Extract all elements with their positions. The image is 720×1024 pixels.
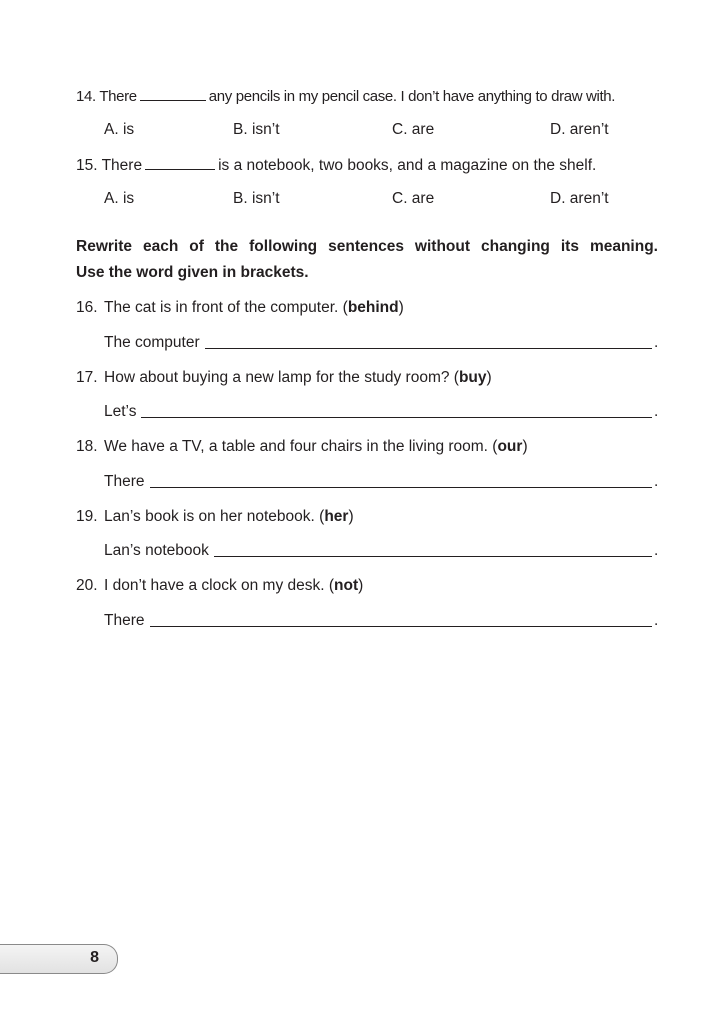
question-20-text: I don’t have a clock on my desk. ( <box>104 577 335 594</box>
q15-option-b[interactable]: B. isn’t <box>233 190 280 207</box>
answer-19-end: . <box>654 542 659 559</box>
answer-16-line[interactable] <box>205 347 652 349</box>
q15-option-d[interactable]: D. aren’t <box>550 190 609 207</box>
answer-20 <box>104 611 658 631</box>
question-19-keyword: her <box>324 508 349 525</box>
question-17-close: ) <box>486 369 492 386</box>
question-18-number: 18. <box>76 438 98 455</box>
question-19-number: 19. <box>76 508 98 525</box>
question-19-close: ) <box>348 508 354 525</box>
answer-18-line[interactable] <box>150 486 653 488</box>
question-16-number: 16. <box>76 299 98 316</box>
answer-19-start: Lan’s notebook <box>104 542 209 559</box>
question-18-keyword: our <box>497 438 523 455</box>
answer-17-end: . <box>654 403 659 420</box>
q14-option-a[interactable]: A. is <box>104 121 135 138</box>
question-18 <box>76 437 528 457</box>
q14-option-c[interactable]: C. are <box>392 121 435 138</box>
answer-18-end: . <box>654 473 659 490</box>
question-16-text: The cat is in front of the computer. ( <box>104 299 348 316</box>
q15-option-a[interactable]: A. is <box>104 190 135 207</box>
answer-19 <box>104 541 658 561</box>
question-16-keyword: behind <box>347 299 399 316</box>
question-20-keyword: not <box>334 577 359 594</box>
question-17-keyword: buy <box>458 369 487 386</box>
question-14-blank[interactable] <box>140 86 206 101</box>
question-15 <box>76 155 596 176</box>
answer-17 <box>104 402 658 422</box>
question-16 <box>76 298 404 318</box>
answer-18-start: There <box>104 473 145 490</box>
question-19 <box>76 507 354 527</box>
q14-option-d[interactable]: D. aren’t <box>550 121 609 138</box>
question-17 <box>76 368 492 388</box>
answer-17-start: Let’s <box>104 403 137 420</box>
question-16-close: ) <box>398 299 404 316</box>
question-14-prefix: 14. There <box>76 88 137 105</box>
question-15-blank[interactable] <box>145 155 215 170</box>
question-20-close: ) <box>358 577 364 594</box>
answer-16-start: The computer <box>104 334 200 351</box>
question-14-suffix: any pencils in my pencil case. I don’t have anything to draw with. <box>208 88 616 105</box>
answer-20-end: . <box>654 612 659 629</box>
page-number: 8 <box>90 949 99 966</box>
answer-16 <box>104 333 658 353</box>
question-20 <box>76 576 363 596</box>
answer-20-line[interactable] <box>150 625 653 627</box>
question-17-text: How about buying a new lamp for the study room? ( <box>104 369 459 386</box>
page-number-tab <box>0 944 118 974</box>
question-18-text: We have a TV, a table and four chairs in the living room. ( <box>104 438 498 455</box>
answer-18 <box>104 472 658 492</box>
question-19-text: Lan’s book is on her notebook. ( <box>104 508 325 525</box>
question-17-number: 17. <box>76 369 98 386</box>
answer-20-start: There <box>104 612 145 629</box>
instruction-line-1: Rewrite each of the following sentences without changing its meaning. <box>76 238 658 255</box>
question-20-number: 20. <box>76 577 98 594</box>
question-18-close: ) <box>522 438 528 455</box>
question-15-suffix: is a notebook, two books, and a magazine on the shelf. <box>218 157 597 174</box>
answer-19-line[interactable] <box>214 555 652 557</box>
rewrite-instruction <box>76 234 658 286</box>
instruction-line-2: Use the word given in brackets. <box>76 264 309 281</box>
question-14 <box>76 86 615 107</box>
question-15-prefix: 15. There <box>76 157 143 174</box>
q14-option-b[interactable]: B. isn’t <box>233 121 280 138</box>
q15-option-c[interactable]: C. are <box>392 190 435 207</box>
answer-17-line[interactable] <box>141 416 652 418</box>
answer-16-end: . <box>654 334 659 351</box>
